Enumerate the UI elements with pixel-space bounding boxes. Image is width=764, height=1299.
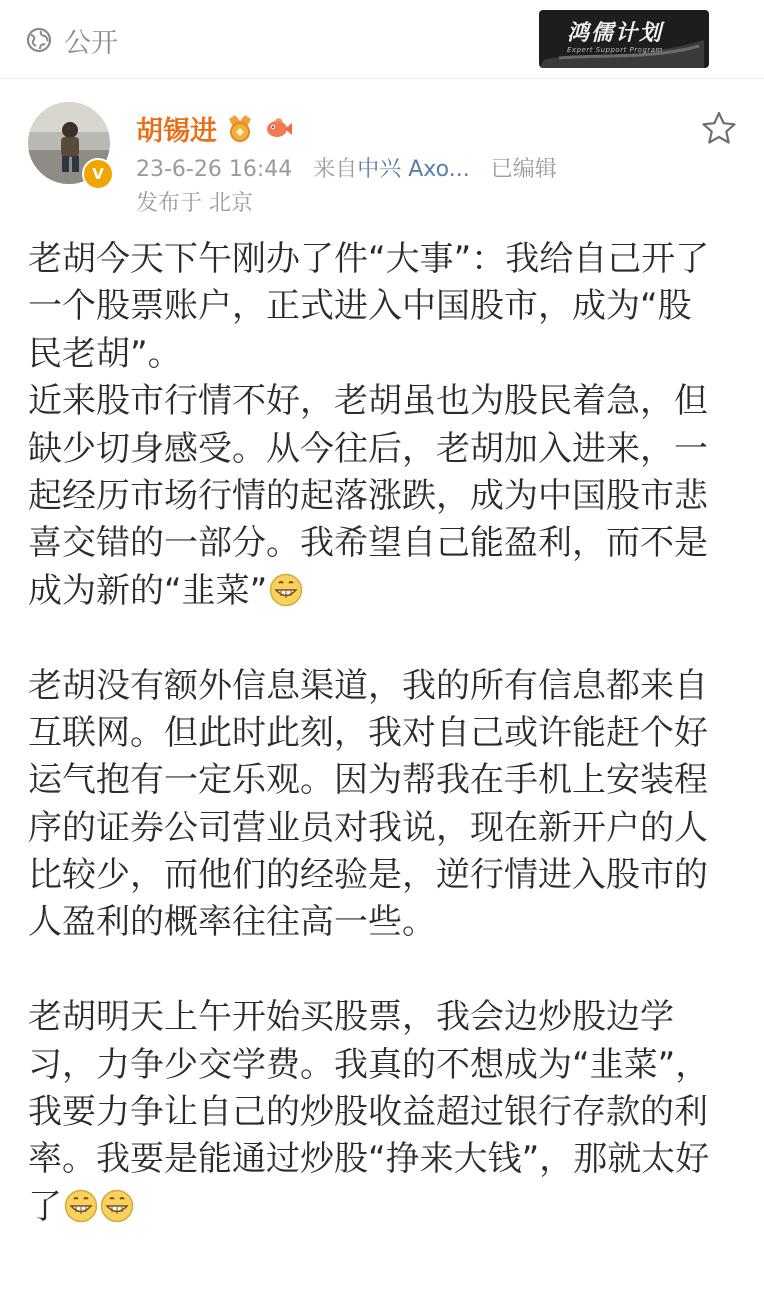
post-line-text: 成为新的“韭菜”: [28, 570, 268, 611]
post-line: 互联网。但此时此刻，我对自己或许能赶个好: [28, 712, 708, 753]
grin-emoji-icon: [269, 573, 303, 607]
globe-icon: [26, 27, 52, 53]
watermark-subtitle: Expert Support Program: [567, 46, 663, 54]
top-bar: [0, 0, 764, 79]
source-prefix: 来自: [313, 157, 358, 182]
post-line: 习，力争少交学费。我真的不想成为“韭菜”，: [28, 1044, 710, 1085]
post-line: 比较少，而他们的经验是，逆行情进入股市的: [28, 855, 708, 896]
post-line: 喜交错的一部分。我希望自己能盈利，而不是: [28, 523, 708, 564]
post-line: 近来股市行情不好，老胡虽也为股民着急，但: [28, 381, 708, 422]
post-line-text: 了: [28, 1186, 62, 1227]
paragraph-gap: [28, 947, 740, 994]
verified-badge: V: [82, 158, 114, 190]
post-line: 率。我要是能通过炒股“挣来大钱”，那就太好: [28, 1139, 710, 1180]
edited-label[interactable]: 已编辑: [490, 157, 557, 182]
location-label: 发布于 北京: [136, 191, 253, 216]
watermark-title: 鸿儒计划: [567, 21, 664, 46]
grin-emoji-icon: [64, 1189, 98, 1223]
post-line: 序的证券公司营业员对我说，现在新开户的人: [28, 807, 708, 848]
fish-icon[interactable]: [263, 113, 293, 143]
paragraph-gap: [28, 615, 740, 662]
post-line: 老胡没有额外信息渠道，我的所有信息都来自: [28, 665, 708, 706]
post-line: 老胡明天上午开始买股票，我会边炒股边学: [28, 997, 674, 1038]
user-name[interactable]: 胡锡进: [136, 115, 217, 147]
name-row: [136, 110, 293, 146]
watermark-logo: [539, 10, 709, 68]
post-line: 一个股票账户，正式进入中国股市，成为“股: [28, 286, 692, 327]
post-line: 老胡今天下午刚办了件“大事”：我给自己开了: [28, 239, 710, 279]
post-line-with-emoji: [28, 1184, 740, 1231]
post-line: 运气抱有一定乐观。因为帮我在手机上安装程: [28, 760, 708, 801]
post-line: 起经历市场行情的起落涨跌，成为中国股市悲: [28, 475, 708, 516]
privacy-label: 公开: [64, 27, 118, 59]
post-line: 我要力争让自己的炒股收益超过银行存款的利: [28, 1092, 708, 1133]
grin-emoji-icon: [100, 1189, 134, 1223]
post-line: 人盈利的概率往往高一些。: [28, 902, 436, 943]
star-icon[interactable]: [700, 110, 738, 148]
privacy-setting[interactable]: [26, 22, 118, 58]
post-line: 民老胡”。: [28, 333, 182, 374]
source-link[interactable]: 中兴 Axo...: [357, 157, 470, 182]
medal-icon[interactable]: [225, 113, 255, 143]
post-line: 缺少切身感受。从今往后，老胡加入进来，一: [28, 428, 708, 469]
post-line-with-emoji: [28, 568, 740, 615]
post-body: [28, 236, 740, 1231]
post-time: 23-6-26 16:44: [136, 157, 293, 182]
post-meta: [136, 152, 557, 183]
